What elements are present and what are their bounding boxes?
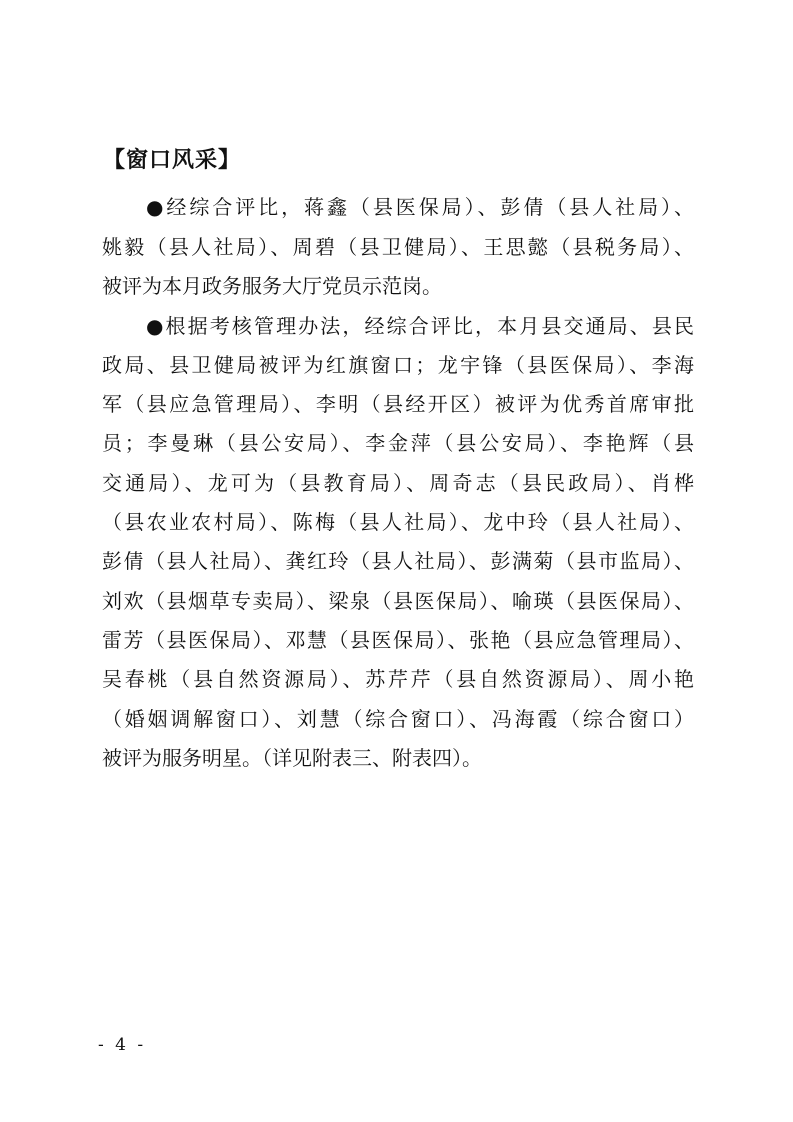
paragraph1-line-1: ●经综合评比，蒋鑫（县医保局）、彭倩（县人社局）、 [146,195,694,219]
paragraph2-line-9: 雷芳（县医保局）、邓慧（县医保局）、张艳（县应急管理局）、 [102,628,694,652]
paragraph2-line-7: 彭倩（县人社局）、龚红玲（县人社局）、彭满菊（县市监局）、 [102,549,694,573]
paragraph2-line-12: 被评为服务明星。（详见附表三、附表四）。 [102,746,482,770]
paragraph2-line-11: （婚姻调解窗口）、刘慧（综合窗口）、冯海霞（综合窗口） [102,707,694,731]
page-number: - 4 - [98,1035,147,1055]
paragraph1-line-3: 被评为本月政务服务大厅党员示范岗。 [102,274,442,298]
paragraph1-line-2: 姚毅（县人社局）、周碧（县卫健局）、王思懿（县税务局）、 [102,235,694,259]
paragraph2-line-3: 军（县应急管理局）、李明（县经开区）被评为优秀首席审批 [102,392,694,416]
paragraph2-line-1: ●根据考核管理办法，经综合评比，本月县交通局、县民 [146,314,694,338]
paragraph2-line-10: 吴春桃（县自然资源局）、苏芹芹（县自然资源局）、周小艳 [102,667,694,691]
paragraph2-line-6: （县农业农村局）、陈梅（县人社局）、龙中玲（县人社局）、 [102,510,694,534]
paragraph2-line-8: 刘欢（县烟草专卖局）、梁泉（县医保局）、喻瑛（县医保局）、 [102,589,694,613]
paragraph2-line-4: 员；李曼琳（县公安局）、李金萍（县公安局）、李艳辉（县 [102,431,694,455]
paragraph2-line-5: 交通局）、龙可为（县教育局）、周奇志（县民政局）、肖桦 [102,471,694,495]
section-title: 【窗口风采】 [103,148,242,173]
paragraph2-line-2: 政局、县卫健局被评为红旗窗口；龙宇锋（县医保局）、李海 [102,353,694,377]
